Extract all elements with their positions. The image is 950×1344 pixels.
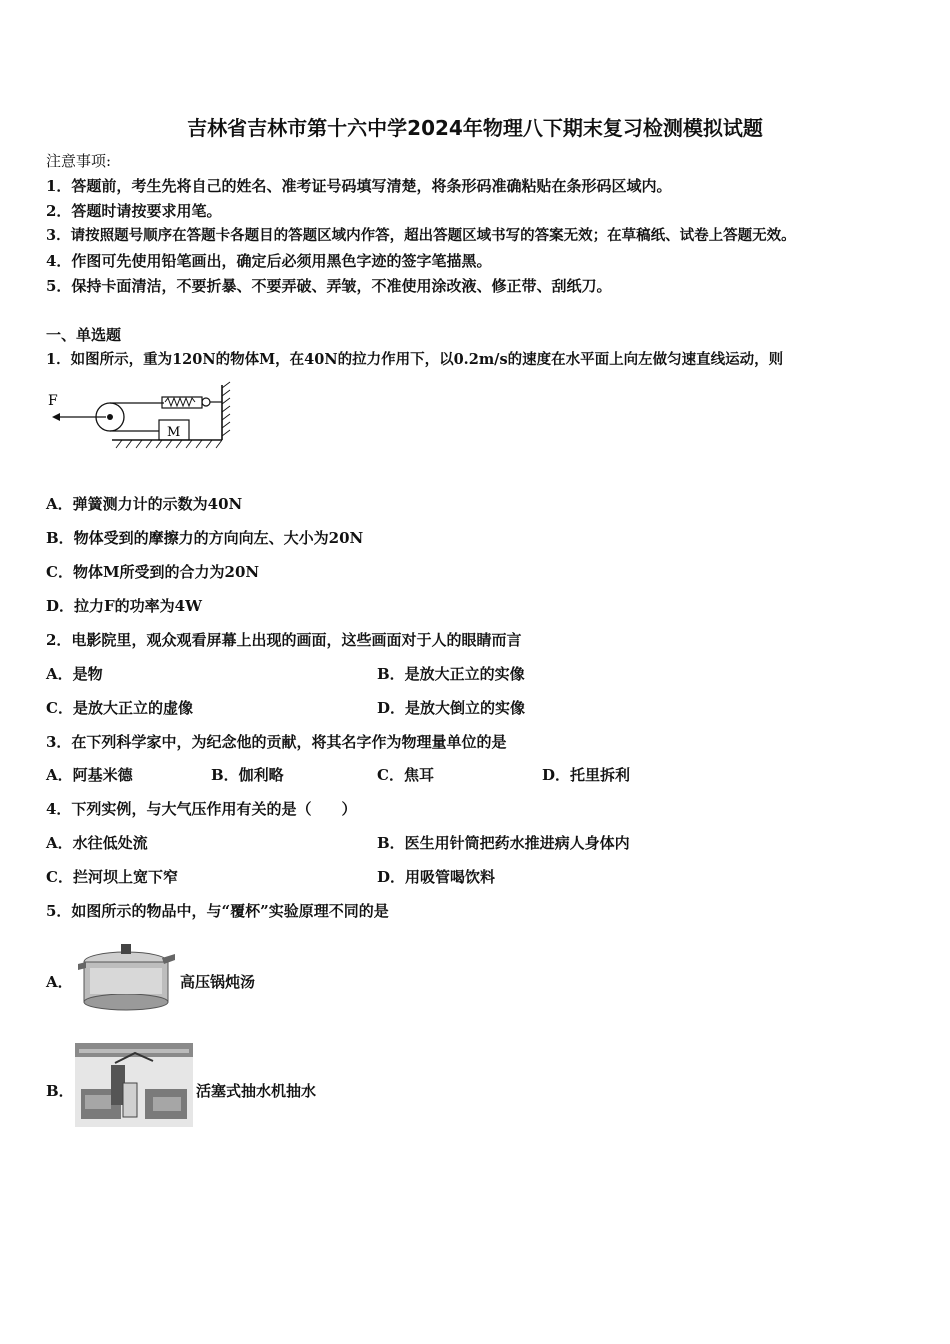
force-label: F bbox=[48, 393, 58, 409]
notice-item: 5．保持卡面清洁，不要折暴、不要弄破、弄皱，不准使用涂改液、修正带、刮纸刀。 bbox=[46, 277, 612, 295]
piston-pump-image bbox=[75, 1043, 193, 1127]
question-2-option-a: A．是物 bbox=[46, 665, 103, 683]
question-3-stem: 3．在下列科学家中，为纪念他的贡献，将其名字作为物理量单位的是 bbox=[46, 733, 507, 751]
scale-hook bbox=[202, 398, 210, 406]
question-2-stem: 2．电影院里，观众观看屏幕上出现的画面，这些画面对于人的眼睛而言 bbox=[46, 631, 522, 649]
floor-hatching bbox=[116, 440, 222, 448]
notice-item: 4．作图可先使用铅笔画出，确定后必须用黑色字迹的签字笔描黑。 bbox=[46, 252, 492, 270]
question-5-option-a-letter: A． bbox=[46, 973, 73, 991]
block-label: M bbox=[167, 425, 181, 440]
question-4-option-a: A．水往低处流 bbox=[46, 834, 148, 852]
pulley-figure bbox=[44, 380, 244, 458]
question-3-option-d: D．托里拆利 bbox=[542, 766, 631, 784]
question-4-option-d: D．用吸管喝饮料 bbox=[377, 868, 496, 886]
notice-item: 3．请按照题号顺序在答题卡各题目的答题区域内作答，超出答题区域书写的答案无效；在草稿纸、试卷上答题无效。 bbox=[46, 227, 796, 244]
notice-item: 1．答题前，考生先将自己的姓名、准考证号码填写清楚，将条形码准确粘贴在条形码区域内。 bbox=[46, 177, 672, 195]
wall-hatching bbox=[222, 382, 230, 436]
question-4-option-b: B．医生用针筒把药水推进病人身体内 bbox=[377, 834, 630, 852]
notice-item: 2．答题时请按要求用笔。 bbox=[46, 202, 222, 220]
pulley-axle bbox=[107, 414, 113, 420]
notice-heading: 注意事项: bbox=[46, 152, 112, 170]
question-2-option-d: D．是放大倒立的实像 bbox=[377, 699, 526, 717]
question-3-option-c: C．焦耳 bbox=[377, 766, 434, 784]
force-arrow-head bbox=[52, 413, 60, 421]
question-3-option-b: B．伽利略 bbox=[211, 766, 284, 784]
question-1-stem: 1．如图所示，重为120N的物体M，在40N的拉力作用下，以0.2m/s的速度在水平面上向左做匀速直线运动，则 bbox=[46, 351, 784, 368]
question-1-option-b: B．物体受到的摩擦力的方向向左、大小为20N bbox=[46, 529, 364, 547]
question-2-option-b: B．是放大正立的实像 bbox=[377, 665, 525, 683]
spring-coil bbox=[165, 398, 195, 406]
question-3-option-a: A．阿基米德 bbox=[46, 766, 133, 784]
section-heading: 一、单选题 bbox=[46, 326, 122, 344]
question-2-option-c: C．是放大正立的虚像 bbox=[46, 699, 193, 717]
question-5-stem: 5．如图所示的物品中，与“覆杯”实验原理不同的是 bbox=[46, 902, 389, 920]
question-4-stem: 4．下列实例，与大气压作用有关的是（ ） bbox=[46, 800, 357, 818]
question-1-option-c: C．物体M所受到的合力为20N bbox=[46, 563, 260, 581]
question-1-option-a: A．弹簧测力计的示数为40N bbox=[46, 495, 243, 513]
question-4-option-c: C．拦河坝上宽下窄 bbox=[46, 868, 178, 886]
page-title: 吉林省吉林市第十六中学2024年物理八下期末复习检测模拟试题 bbox=[187, 116, 763, 140]
pressure-cooker-image bbox=[76, 938, 176, 1012]
question-5-option-a-caption: 高压锅炖汤 bbox=[180, 973, 256, 991]
question-5-option-b-caption: 活塞式抽水机抽水 bbox=[196, 1082, 317, 1100]
question-5-option-b-letter: B． bbox=[46, 1082, 74, 1100]
question-1-option-d: D．拉力F的功率为4W bbox=[46, 597, 202, 615]
